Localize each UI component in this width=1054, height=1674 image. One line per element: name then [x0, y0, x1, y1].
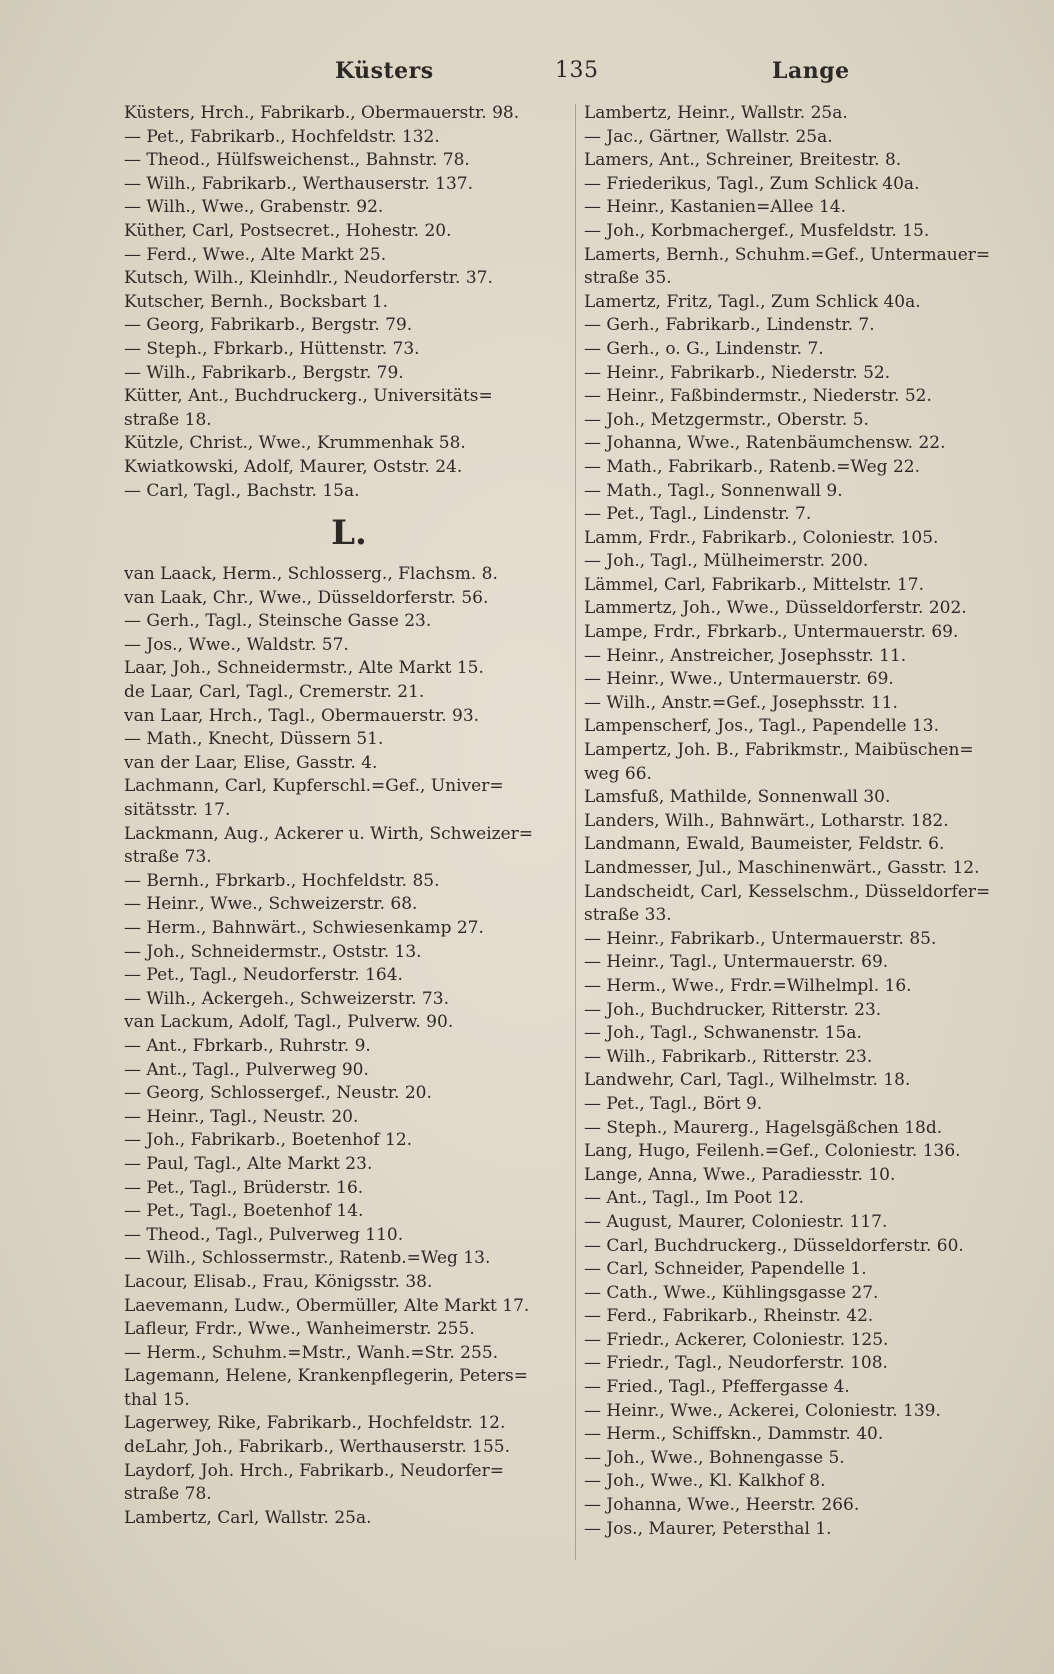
directory-entry: — Wilh., Fabrikarb., Werthauserstr. 137. [124, 173, 474, 194]
directory-entry: Küsters, Hrch., Fabrikarb., Obermauerstr. 98. [124, 103, 520, 123]
directory-entry: — Steph., Maurerg., Hagelsgäßchen 18d. [584, 1117, 943, 1138]
directory-entry: straße 73. [124, 847, 212, 868]
page-number: 135 [555, 58, 599, 83]
directory-entry: — Friederikus, Tagl., Zum Schlick 40a. [584, 173, 920, 194]
directory-entry: — Joh., Wwe., Kl. Kalkhof 8. [584, 1471, 826, 1492]
directory-entry: Lambertz, Carl, Wallstr. 25a. [124, 1507, 372, 1528]
directory-entry: — Gerh., Fabrikarb., Lindenstr. 7. [584, 315, 875, 336]
directory-entry: Kutscher, Bernh., Bocksbart 1. [124, 291, 389, 312]
directory-entry: — Bernh., Fbrkarb., Hochfeldstr. 85. [124, 870, 440, 891]
directory-entry: Lang, Hugo, Feilenh.=Gef., Coloniestr. 136. [584, 1141, 961, 1162]
directory-entry: — Heinr., Kastanien=Allee 14. [584, 197, 847, 218]
directory-entry: — Pet., Tagl., Neudorferstr. 164. [124, 965, 403, 986]
directory-entry: — Jac., Gärtner, Wallstr. 25a. [584, 126, 833, 147]
directory-entry: — Joh., Schneidermstr., Oststr. 13. [124, 941, 422, 962]
directory-entry: Lammertz, Joh., Wwe., Düsseldorferstr. 202. [584, 598, 967, 619]
directory-entry: Landscheidt, Carl, Kesselschm., Düsseldorfer= [584, 881, 991, 902]
directory-entry: — Wilh., Ackergeh., Schweizerstr. 73. [124, 988, 449, 1009]
directory-entry: Landmann, Ewald, Baumeister, Feldstr. 6. [584, 834, 945, 855]
directory-entry: van Laar, Hrch., Tagl., Obermauerstr. 93. [124, 705, 480, 726]
directory-entry: — Carl, Buchdruckerg., Düsseldorferstr. 60. [584, 1235, 964, 1256]
directory-entry: Kwiatkowski, Adolf, Maurer, Oststr. 24. [124, 456, 463, 477]
directory-entry: — Steph., Fbrkarb., Hüttenstr. 73. [124, 338, 420, 359]
directory-entry: Landwehr, Carl, Tagl., Wilhelmstr. 18. [584, 1070, 911, 1091]
directory-entry: Laar, Joh., Schneidermstr., Alte Markt 15. [124, 658, 484, 679]
directory-entry: — Carl, Tagl., Bachstr. 15a. [124, 480, 360, 501]
left-entries-before [124, 102, 554, 503]
directory-entry: — Joh., Metzgermstr., Oberstr. 5. [584, 409, 869, 430]
directory-entry: — Heinr., Faßbindermstr., Niederstr. 52. [584, 386, 932, 407]
directory-entry: — Joh., Tagl., Schwanenstr. 15a. [584, 1023, 862, 1044]
directory-entry: van Laack, Herm., Schlosserg., Flachsm. 8. [124, 564, 498, 585]
directory-entry: straße 78. [124, 1484, 212, 1505]
directory-entry: — Ant., Tagl., Pulverweg 90. [124, 1059, 369, 1080]
directory-entry: — Fried., Tagl., Pfeffergasse 4. [584, 1377, 850, 1398]
directory-entry: Lämmel, Carl, Fabrikarb., Mittelstr. 17. [584, 574, 925, 595]
directory-entry: Lampertz, Joh. B., Fabrikmstr., Maibüschen= [584, 740, 974, 761]
directory-entry: — Ant., Fbrkarb., Ruhrstr. 9. [124, 1035, 371, 1056]
directory-entry: — Wilh., Fabrikarb., Ritterstr. 23. [584, 1046, 873, 1067]
directory-entry: — Heinr., Fabrikarb., Untermauerstr. 85. [584, 928, 937, 949]
directory-entry: Laydorf, Joh. Hrch., Fabrikarb., Neudorfer= [124, 1460, 504, 1481]
directory-entry: — Heinr., Wwe., Ackerei, Coloniestr. 139. [584, 1400, 941, 1421]
directory-entry: — Georg, Fabrikarb., Bergstr. 79. [124, 315, 413, 336]
directory-entry: Lackmann, Aug., Ackerer u. Wirth, Schweizer= [124, 823, 534, 844]
directory-entry: deLahr, Joh., Fabrikarb., Werthauserstr. 155. [124, 1437, 510, 1458]
directory-entry: Lagerwey, Rike, Fabrikarb., Hochfeldstr. 12. [124, 1413, 506, 1434]
directory-entry: Landers, Wilh., Bahnwärt., Lotharstr. 182. [584, 810, 949, 831]
directory-entry: — Wilh., Schlossermstr., Ratenb.=Weg 13. [124, 1248, 491, 1269]
directory-entry: — Joh., Korbmachergef., Musfeldstr. 15. [584, 220, 930, 241]
directory-entry: weg 66. [584, 763, 652, 784]
directory-entry: Lacour, Elisab., Frau, Königsstr. 38. [124, 1271, 433, 1292]
directory-entry: — Friedr., Tagl., Neudorferstr. 108. [584, 1353, 888, 1374]
directory-entry: — Pet., Fabrikarb., Hochfeldstr. 132. [124, 126, 440, 147]
directory-entry: — Heinr., Fabrikarb., Niederstr. 52. [584, 362, 891, 383]
directory-entry: — Math., Knecht, Düssern 51. [124, 729, 384, 750]
directory-entry: — Heinr., Tagl., Neustr. 20. [124, 1106, 359, 1127]
directory-entry: — Wilh., Fabrikarb., Bergstr. 79. [124, 362, 404, 383]
directory-entry: Kütter, Ant., Buchdruckerg., Universitäts= [124, 386, 493, 407]
directory-entry: — Joh., Fabrikarb., Boetenhof 12. [124, 1130, 413, 1151]
directory-entry: — Georg, Schlossergef., Neustr. 20. [124, 1083, 432, 1104]
directory-entry: — Jos., Wwe., Waldstr. 57. [124, 634, 349, 655]
directory-entry: Lampenscherf, Jos., Tagl., Papendelle 13. [584, 716, 939, 737]
directory-entry: Lachmann, Carl, Kupferschl.=Gef., Univer= [124, 776, 504, 797]
right-column [584, 102, 1028, 1541]
directory-entry: straße 33. [584, 905, 672, 926]
left-column [124, 102, 554, 1530]
directory-entry: — Heinr., Wwe., Schweizerstr. 68. [124, 894, 418, 915]
directory-entry: — Ant., Tagl., Im Poot 12. [584, 1188, 805, 1209]
directory-entry: — Jos., Maurer, Petersthal 1. [584, 1518, 832, 1539]
directory-entry: straße 35. [584, 268, 672, 289]
directory-entry: — Math., Fabrikarb., Ratenb.=Weg 22. [584, 456, 920, 477]
directory-entry: Lange, Anna, Wwe., Paradiesstr. 10. [584, 1164, 896, 1185]
directory-entry: Lamerts, Bernh., Schuhm.=Gef., Untermauer= [584, 244, 991, 265]
directory-entry: thal 15. [124, 1389, 190, 1410]
directory-entry: — Herm., Wwe., Frdr.=Wilhelmpl. 16. [584, 975, 912, 996]
directory-entry: — Cath., Wwe., Kühlingsgasse 27. [584, 1282, 879, 1303]
directory-entry: van Lackum, Adolf, Tagl., Pulverw. 90. [124, 1012, 454, 1033]
directory-entry: — Gerh., Tagl., Steinsche Gasse 23. [124, 611, 432, 632]
directory-entry: — Carl, Schneider, Papendelle 1. [584, 1259, 867, 1280]
directory-entry: straße 18. [124, 409, 212, 430]
header-right-keyword: Lange [772, 58, 850, 84]
directory-entry: Küther, Carl, Postsecret., Hohestr. 20. [124, 220, 452, 241]
directory-entry: — Pet., Tagl., Brüderstr. 16. [124, 1177, 364, 1198]
directory-entry: — Pet., Tagl., Lindenstr. 7. [584, 504, 812, 525]
directory-entry: — Gerh., o. G., Lindenstr. 7. [584, 338, 824, 359]
directory-entry: — Wilh., Wwe., Grabenstr. 92. [124, 197, 384, 218]
column-divider [575, 104, 576, 1560]
directory-entry: Kützle, Christ., Wwe., Krummenhak 58. [124, 433, 466, 454]
directory-entry: Lagemann, Helene, Krankenpflegerin, Peters= [124, 1366, 529, 1387]
directory-entry: — Friedr., Ackerer, Coloniestr. 125. [584, 1329, 889, 1350]
directory-entry: — Ferd., Wwe., Alte Markt 25. [124, 244, 387, 265]
directory-entry: Lamm, Frdr., Fabrikarb., Coloniestr. 105. [584, 527, 939, 548]
header-left-keyword: Küsters [335, 58, 434, 84]
directory-entry: Lafleur, Frdr., Wwe., Wanheimerstr. 255. [124, 1319, 475, 1340]
directory-entry: — Math., Tagl., Sonnenwall 9. [584, 480, 843, 501]
directory-entry: van Laak, Chr., Wwe., Düsseldorferstr. 56. [124, 587, 489, 608]
directory-entry: — Herm., Bahnwärt., Schwiesenkamp 27. [124, 918, 484, 938]
section-letter: L. [331, 513, 367, 554]
directory-entry: — Pet., Tagl., Boetenhof 14. [124, 1201, 364, 1222]
directory-entry: — Ferd., Fabrikarb., Rheinstr. 42. [584, 1306, 874, 1327]
directory-entry: — Johanna, Wwe., Heerstr. 266. [584, 1495, 860, 1516]
directory-entry: Lamers, Ant., Schreiner, Breitestr. 8. [584, 150, 902, 171]
directory-entry: Lambertz, Heinr., Wallstr. 25a. [584, 103, 848, 123]
directory-entry: — Herm., Schuhm.=Mstr., Wanh.=Str. 255. [124, 1342, 499, 1363]
directory-entry: — Heinr., Wwe., Untermauerstr. 69. [584, 669, 894, 690]
directory-entry: — Herm., Schiffskn., Dammstr. 40. [584, 1424, 884, 1445]
directory-entry: — Heinr., Anstreicher, Josephsstr. 11. [584, 645, 907, 666]
directory-entry: Landmesser, Jul., Maschinenwärt., Gasstr. 12. [584, 858, 980, 878]
directory-entry: de Laar, Carl, Tagl., Cremerstr. 21. [124, 682, 425, 703]
directory-entry: — Joh., Wwe., Bohnengasse 5. [584, 1447, 845, 1468]
directory-entry: — Joh., Tagl., Mülheimerstr. 200. [584, 551, 869, 572]
directory-entry: — Johanna, Wwe., Ratenbäumchensw. 22. [584, 433, 946, 454]
directory-entry: Lampe, Frdr., Fbrkarb., Untermauerstr. 69. [584, 622, 959, 643]
directory-entry: Laevemann, Ludw., Obermüller, Alte Markt 17. [124, 1295, 530, 1316]
directory-entry: — Paul, Tagl., Alte Markt 23. [124, 1153, 373, 1174]
directory-entry: van der Laar, Elise, Gasstr. 4. [124, 752, 378, 773]
directory-entry: — Wilh., Anstr.=Gef., Josephsstr. 11. [584, 692, 898, 713]
directory-entry: — Heinr., Tagl., Untermauerstr. 69. [584, 952, 889, 973]
directory-entry: — Pet., Tagl., Bört 9. [584, 1093, 763, 1114]
directory-entry: sitätsstr. 17. [124, 800, 231, 821]
directory-entry: — Joh., Buchdrucker, Ritterstr. 23. [584, 999, 882, 1020]
directory-entry: — August, Maurer, Coloniestr. 117. [584, 1211, 888, 1232]
left-entries-after [124, 563, 554, 1530]
page-header [120, 50, 960, 90]
directory-entry: Lamertz, Fritz, Tagl., Zum Schlick 40a. [584, 291, 921, 312]
directory-entry: — Theod., Hülfsweichenst., Bahnstr. 78. [124, 150, 470, 171]
directory-entry: Lamsfuß, Mathilde, Sonnenwall 30. [584, 787, 891, 808]
directory-entry: — Theod., Tagl., Pulverweg 110. [124, 1224, 404, 1245]
directory-entry: Kutsch, Wilh., Kleinhdlr., Neudorferstr. 37. [124, 268, 493, 289]
